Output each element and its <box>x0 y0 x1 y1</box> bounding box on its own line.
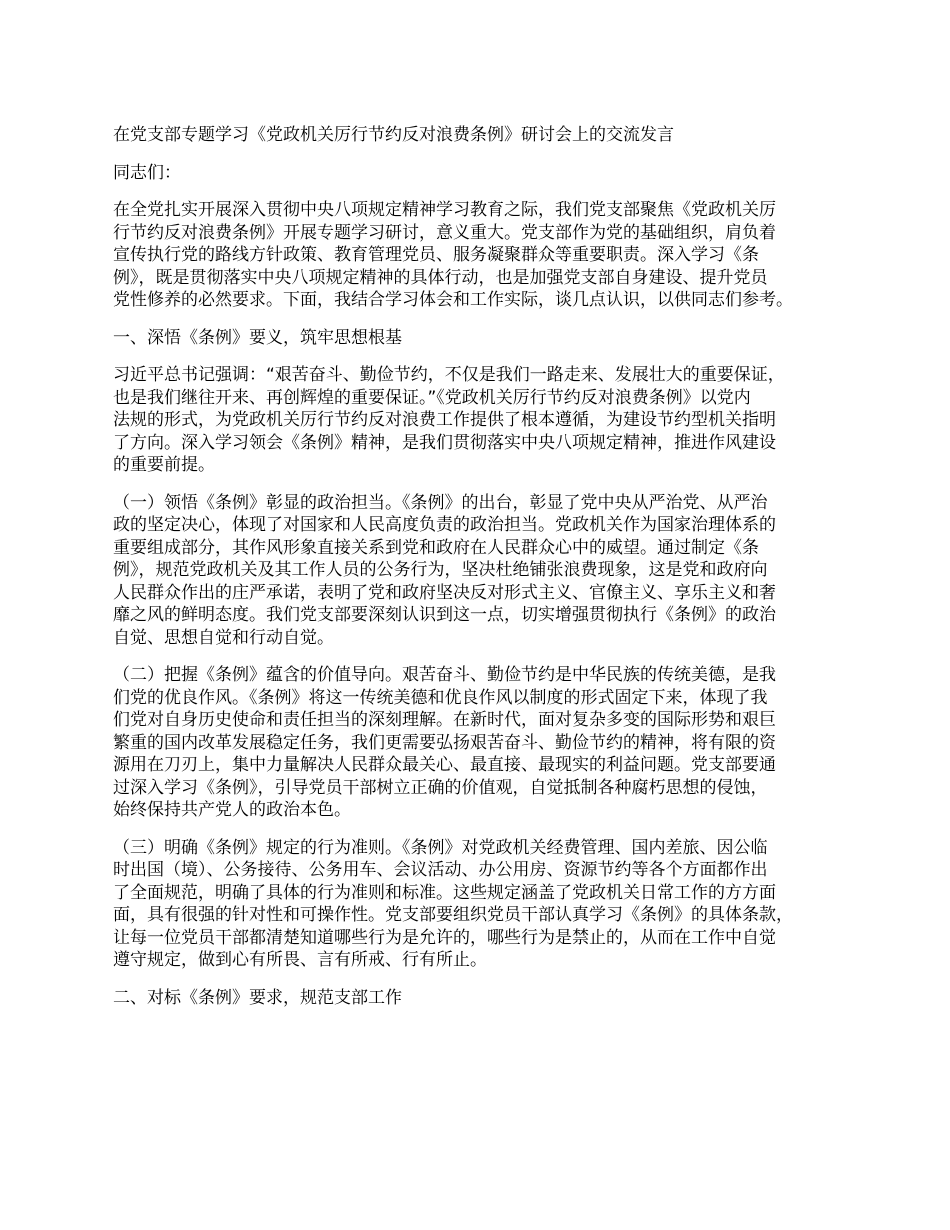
section1-paragraph <box>113 364 853 477</box>
text-line: 面，具有很强的针对性和可操作性。党支部要组织党员干部认真学习《条例》的具体条款， <box>113 905 793 925</box>
section-heading-text: 二、对标《条例》要求，规范支部工作 <box>113 987 402 1008</box>
text-line: 重要组成部分，其作风形象直接关系到党和政府在人民群众心中的威望。通过制定《条 <box>113 537 759 558</box>
document-page <box>113 124 853 1024</box>
text-line: 靡之风的鲜明态度。我们党支部要深刻认识到这一点，切实增强贯彻执行《条例》的政治 <box>113 605 776 625</box>
text-line: 宣传执行党的路线方针政策、教育管理党员、服务凝聚群众等重要职责。深入学习《条 <box>113 245 759 265</box>
text-line: 也是我们继往开来、再创辉煌的重要保证。”《党政机关厉行节约反对浪费条例》以党内 <box>113 387 751 408</box>
intro-paragraph <box>113 199 853 312</box>
point1-paragraph <box>113 492 853 650</box>
text-line: 行节约反对浪费条例》开展专题学习研讨，意义重大。党支部作为党的基础组织，肩负着 <box>113 222 776 243</box>
text-line: 让每一位党员干部都清楚知道哪些行为是允许的，哪些行为是禁止的，从而在工作中自觉 <box>113 927 776 948</box>
text-line: 繁重的国内改革发展稳定任务，我们更需要弘扬艰苦奋斗、勤俭节约的精神，将有限的资 <box>113 732 776 753</box>
text-line: （三）明确《条例》规定的行为准则。《条例》对党政机关经费管理、国内差旅、因公临 <box>113 837 768 858</box>
text-line: 政的坚定决心，体现了对国家和人民高度负责的政治担当。党政机关作为国家治理体系的 <box>113 515 776 535</box>
section-heading-text: 一、深悟《条例》要义，筑牢思想根基 <box>113 327 402 348</box>
text-line: 的重要前提。 <box>113 455 215 475</box>
text-line: 人民群众作出的庄严承诺，表明了党和政府坚决反对形式主义、官僚主义、享乐主义和奢 <box>113 582 776 603</box>
text-line: 自觉、思想自觉和行动自觉。 <box>113 627 334 648</box>
text-line: 时出国（境）、公务接待、公务用车、会议活动、办公用房、资源节约等各个方面都作出 <box>113 860 768 880</box>
text-line: 过深入学习《条例》，引导党员干部树立正确的价值观，自觉抵制各种腐朽思想的侵蚀， <box>113 777 768 798</box>
text-line: 始终保持共产党人的政治本色。 <box>113 800 351 820</box>
text-line: 习近平总书记强调：“艰苦奋斗、勤俭节约，不仅是我们一路走来、发展壮大的重要保证， <box>113 365 785 385</box>
text-line: 例》，规范党政机关及其工作人员的公务行为，坚决杜绝铺张浪费现象，这是党和政府向 <box>113 560 768 580</box>
title-text: 在党支部专题学习《党政机关厉行节约反对浪费条例》研讨会上的交流发言 <box>113 125 674 145</box>
text-line: 了方向。深入学习领会《条例》精神，是我们贯彻落实中央八项规定精神，推进作风建设 <box>113 432 776 453</box>
text-line: 们党对自身历史使命和责任担当的深刻理解。在新时代，面对复杂多变的国际形势和艰巨 <box>113 710 776 730</box>
greeting-text: 同志们： <box>113 162 181 183</box>
point2-paragraph <box>113 664 853 822</box>
text-line: （二）把握《条例》蕴含的价值导向。艰苦奋斗、勤俭节约是中华民族的传统美德，是我 <box>113 665 776 685</box>
text-line: 法规的形式，为党政机关厉行节约反对浪费工作提供了根本遵循，为建设节约型机关指明 <box>113 410 776 430</box>
text-line: 了全面规范，明确了具体的行为准则和标准。这些规定涵盖了党政机关日常工作的方方面 <box>113 882 776 903</box>
text-line: 遵守规定，做到心有所畏、言有所戒、行有所止。 <box>113 950 487 970</box>
section-heading-2 <box>113 987 853 1010</box>
greeting <box>113 162 853 185</box>
text-line: 例》，既是贯彻落实中央八项规定精神的具体行动，也是加强党支部自身建设、提升党员 <box>113 267 768 288</box>
text-line: 在全党扎实开展深入贯彻中央八项规定精神学习教育之际，我们党支部聚焦《党政机关厉 <box>113 200 776 220</box>
text-line: 党性修养的必然要求。下面，我结合学习体会和工作实际，谈几点认识，以供同志们参考。 <box>113 290 793 310</box>
point3-paragraph <box>113 837 853 972</box>
text-line: （一）领悟《条例》彰显的政治担当。《条例》的出台，彰显了党中央从严治党、从严治 <box>113 492 768 513</box>
section-heading-1 <box>113 327 853 350</box>
document-title <box>113 124 853 147</box>
text-line: 们党的优良作风。《条例》将这一传统美德和优良作风以制度的形式固定下来，体现了我 <box>113 687 768 708</box>
text-line: 源用在刀刃上，集中力量解决人民群众最关心、最直接、最现实的利益问题。党支部要通 <box>113 755 776 775</box>
